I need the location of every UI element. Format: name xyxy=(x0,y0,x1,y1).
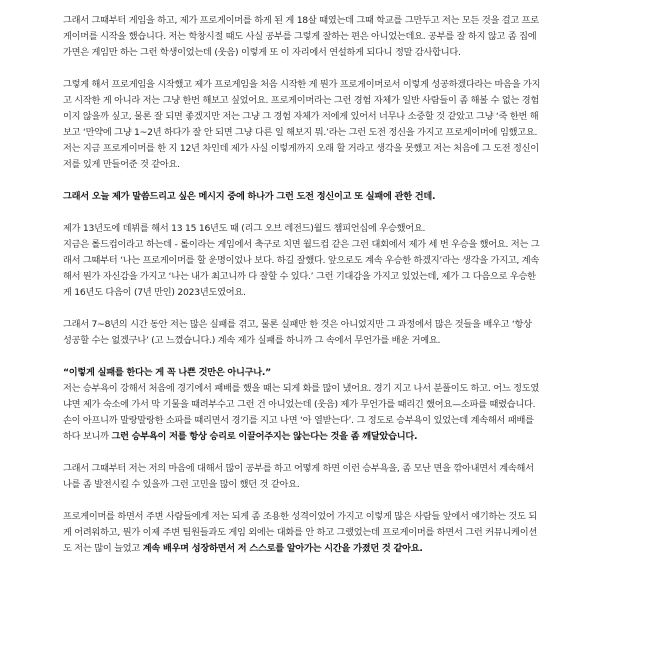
text-segment: 그렇게 해서 프로게임을 시작했고 제가 프로게임을 처음 시작한 게 뭔가 프로게이머로서 이렇게 성공하겠다라는 마음을 가지 xyxy=(63,79,541,90)
bold-text-segment: 그래서 오늘 제가 말씀드리고 싶은 메시지 중에 하나가 그런 도전 정신이고 또 실패에 관한 건데. xyxy=(63,191,436,202)
text-line xyxy=(63,253,619,269)
paragraph xyxy=(63,13,619,61)
text-line xyxy=(63,509,619,525)
paragraph xyxy=(63,365,619,445)
text-line xyxy=(63,413,619,429)
text-line xyxy=(63,29,619,45)
text-line xyxy=(63,365,619,381)
paragraph xyxy=(63,461,619,493)
text-line xyxy=(63,317,619,333)
bold-text-segment: “이렇게 실패를 한다는 게 꼭 나쁜 것만은 아니구나.” xyxy=(63,367,271,378)
text-line xyxy=(63,93,619,109)
text-segment: 프로게이머를 하면서 주변 사람들에게 저는 되게 좀 조용한 성격이었어 가지고 이렇게 많은 사람들 앞에서 얘기하는 것도 되 xyxy=(63,511,537,522)
text-segment: 그래서 그때부터 게임을 하고, 제가 프로게이머를 하게 된 게 18살 때였는데 그때 학교를 그만두고 저는 모든 것을 걸고 프로 xyxy=(63,15,539,26)
text-segment: 게 어려워하고, 뭔가 이제 주변 팀원들과도 게임 외에는 대화를 안 하고 그랬었는데 프로게이머를 하면서 그런 커뮤니케이션 xyxy=(63,527,537,538)
text-line xyxy=(63,157,619,173)
text-line xyxy=(63,237,619,253)
text-segment: 도 저는 많이 늘었고 xyxy=(63,543,143,554)
text-segment: 지금은 롤드컵이라고 하는데 - 롤이라는 게임에서 축구로 치면 월드컵 같은 그런 대회에서 제가 세 번 우승을 했어요. 저는 그 xyxy=(63,239,540,250)
text-segment: 냐면 제가 숙소에 가서 막 기물을 때려부수고 그런 건 아니었는데 (웃음) 제가 무언가를 때리긴 했어요—소파를 때렸습니다. xyxy=(63,399,536,410)
text-line xyxy=(63,109,619,125)
text-line xyxy=(63,461,619,477)
text-segment: 래서 그때부터 ‘나는 프로게이머를 할 운명이었나 보다. 하길 잘했다. 앞으로도 계속 우승한 하겠지’라는 생각을 가지고, 계속 xyxy=(63,255,540,266)
paragraph xyxy=(63,189,619,205)
text-line xyxy=(63,77,619,93)
text-line xyxy=(63,525,619,541)
text-line xyxy=(63,333,619,349)
text-segment: 고 시작한 게 아니라 저는 그냥 한번 해보고 싶었어요. 프로게이머라는 그런 경험 자체가 일반 사람들이 좀 해볼 수 없는 경험 xyxy=(63,95,540,106)
text-line xyxy=(63,125,619,141)
text-line xyxy=(63,269,619,285)
text-segment: 제가 13년도에 데뷔를 해서 13 15 16년도 때 (리그 오브 레전드)월드 챔피언십에 우승했어요. xyxy=(63,223,426,234)
text-line xyxy=(63,429,619,445)
text-line xyxy=(63,285,619,301)
text-segment: 하다 보니까 xyxy=(63,431,112,442)
text-line xyxy=(63,13,619,29)
paragraph xyxy=(63,509,619,557)
text-line xyxy=(63,141,619,157)
paragraph xyxy=(63,77,619,173)
text-segment: 나를 좀 발전시킬 수 있을까 그런 고민을 많이 했던 것 같아요. xyxy=(63,479,300,490)
text-segment: 저는 승부욕이 강해서 처음에 경기에서 패배를 했을 때는 되게 화를 많이 냈어요. 경기 지고 나서 분풀이도 하고. 어느 정도였 xyxy=(63,383,540,394)
text-segment: 게 16년도 다음이 (7년 만인) 2023년도였어요. xyxy=(63,287,246,298)
text-line xyxy=(63,45,619,61)
text-line xyxy=(63,397,619,413)
text-segment: 보고 ‘만약에 그냥 1~2년 하다가 잘 안 되면 그냥 다른 일 해보지 뭐.’라는 그런 도전 정신을 가지고 프로게이머에 임했고요. xyxy=(63,127,538,138)
paragraph xyxy=(63,317,619,349)
bold-text-segment: 계속 배우며 성장하면서 저 스스로를 알아가는 시간을 가졌던 것 같아요. xyxy=(142,543,423,554)
text-segment: 저를 있게 만들어준 것 같아요. xyxy=(63,159,180,170)
text-segment: 성공할 수는 없겠구나’ (고 느꼈습니다.) 계속 제가 실패를 하니까 그 속에서 무언가를 배운 거예요. xyxy=(63,335,441,346)
text-line xyxy=(63,189,619,205)
text-segment: 해서 뭔가 자신감을 가지고 ‘나는 내가 최고니까 다 잘할 수 있다.’ 그런 기대감을 가지고 있었는데, 제가 그 다음으로 우승한 xyxy=(63,271,536,282)
bold-text-segment: 그런 승부욕이 저를 항상 승리로 이끌어주지는 않는다는 것을 좀 깨달았습니다. xyxy=(111,431,418,442)
text-line xyxy=(63,381,619,397)
text-segment: 게이머를 시작을 했습니다. 저는 학창시절 때도 사실 공부를 그렇게 잘하는 편은 아니었는데요. 공부를 잘 하지 않고 좀 집에 xyxy=(63,31,537,42)
text-segment: 그래서 7~8년의 시간 동안 저는 많은 실패를 겪고, 물론 실패만 한 것은 아니었지만 그 과정에서 많은 것들을 배우고 ‘항상 xyxy=(63,319,532,330)
text-line xyxy=(63,477,619,493)
text-line xyxy=(63,541,619,557)
text-segment: 저는 지금 프로게이머를 한 지 12년 차인데 제가 사실 이렇게까지 오래 할 거라고 생각을 못했고 저는 처음에 그 도전 정신이 xyxy=(63,143,539,154)
text-segment: 가면은 게임만 하는 그런 학생이었는데 (웃음) 이렇게 또 이 자리에서 연설하게 되다니 정말 감사합니다. xyxy=(63,47,461,58)
paragraph xyxy=(63,221,619,301)
text-segment: 손이 아프니까 말랑말랑한 소파를 때리면서 경기를 지고 나면 ‘아 열받는다’. 그 정도로 승부욕이 있었는데 계속해서 패배를 xyxy=(63,415,534,426)
text-line xyxy=(63,221,619,237)
text-segment: 그래서 그때부터 저는 저의 마음에 대해서 많이 공부를 하고 어떻게 하면 이런 승부욕을, 좀 모난 면을 깎아내면서 계속해서 xyxy=(63,463,534,474)
text-segment: 이지 않을까 싶고, 물론 잘 되면 좋겠지만 저는 그냥 그 경험 자체가 저에게 있어서 너무나 소중할 것 같았고 그냥 ‘죽 한번 해 xyxy=(63,111,539,122)
